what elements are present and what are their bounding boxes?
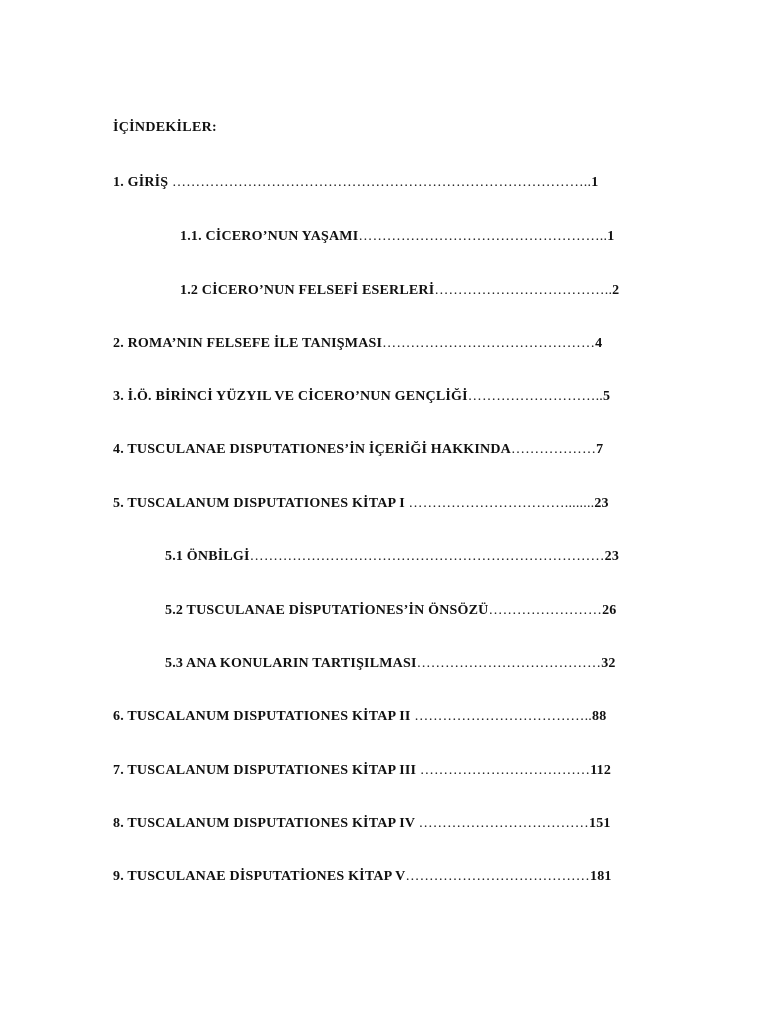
toc-entry [113, 442, 603, 458]
toc-entry-text: 1.2 CİCERO’NUN FELSEFİ ESERLERİ [180, 283, 435, 298]
toc-entry-leader: ……………… [510, 442, 597, 457]
toc-entry-leader: ……………………………… [418, 816, 590, 831]
toc-entry [113, 763, 611, 779]
toc-entry-leader: ……………………………........ [408, 496, 595, 511]
toc-entry [113, 389, 610, 405]
toc-entry [165, 549, 619, 565]
toc-entry-leader: ……………………………….. [434, 283, 613, 298]
toc-entry-text: 5.2 TUSCULANAE DİSPUTATİONES’İN ÖNSÖZÜ [165, 603, 489, 618]
toc-entry-text: 7. TUSCALANUM DISPUTATIONES KİTAP III [113, 763, 420, 778]
toc-entry-page: 26 [602, 603, 617, 618]
toc-entry-page: 1 [591, 175, 599, 190]
toc-entry-page: 4 [595, 336, 603, 351]
toc-entry-leader: …………………………………………….. [358, 229, 608, 244]
toc-entry [113, 336, 602, 352]
toc-entry-text: 5. TUSCALANUM DISPUTATIONES KİTAP I [113, 496, 409, 511]
toc-entry-leader: ………………………………… [416, 656, 602, 671]
toc-entry-text: 5.1 ÖNBİLGİ [165, 549, 250, 564]
toc-entry-leader: ……………………………………… [382, 336, 596, 351]
toc-entry-text: 6. TUSCALANUM DISPUTATIONES KİTAP II [113, 709, 415, 724]
toc-entry-leader: …………………………………………………………………………….. [171, 175, 592, 190]
toc-entry-page: 32 [601, 656, 616, 671]
toc-entry [165, 656, 616, 672]
toc-entry-text: 1. GİRİŞ [113, 175, 172, 190]
toc-entry-text: 1.1. CİCERO’NUN YAŞAMI [180, 229, 359, 244]
toc-entry-text: 5.3 ANA KONULARIN TARTIŞILMASI [165, 656, 417, 671]
toc-entry [113, 816, 611, 832]
toc-entry-page: 23 [604, 549, 620, 564]
toc-entry [180, 229, 614, 245]
toc-entry-page: 181 [590, 869, 612, 884]
toc-entry [113, 869, 612, 885]
toc-entry [113, 709, 606, 725]
toc-entry-page: 2 [612, 283, 620, 298]
toc-entry-page: 1 [607, 229, 615, 244]
toc-entry-page: 5 [603, 389, 611, 404]
toc-entry [113, 175, 598, 191]
toc-entry-text: 4. TUSCULANAE DISPUTATIONES’İN İÇERİĞİ HAKKINDA [113, 442, 511, 457]
toc-entry-page: 151 [589, 816, 611, 831]
toc-entry-text: 9. TUSCULANAE DİSPUTATİONES KİTAP V [113, 869, 406, 884]
toc-entry [180, 283, 619, 299]
toc-entry-text: 2. ROMA’NIN FELSEFE İLE TANIŞMASI [113, 336, 383, 351]
toc-entry-leader: ………………………………… [405, 869, 590, 884]
toc-title: İÇİNDEKİLER: [113, 120, 217, 135]
toc-entry-page: 88 [592, 709, 607, 724]
toc-entry-text: 3. İ.Ö. BİRİNCİ YÜZYIL VE CİCERO’NUN GENÇLİĞİ [113, 389, 468, 404]
toc-entry-leader: ……………………………….. [414, 709, 593, 724]
toc-entry-text: 8. TUSCALANUM DISPUTATIONES KİTAP IV [113, 816, 419, 831]
toc-entry-page: 7 [596, 442, 604, 457]
toc-entry-page: 112 [590, 763, 612, 778]
toc-entry [165, 603, 616, 619]
toc-entry-leader: ……………………….. [467, 389, 603, 404]
toc-entry-leader: ………………………………………………………………… [249, 549, 605, 564]
toc-entry-page: 23 [594, 496, 609, 511]
toc-entry-leader: ……………………………… [419, 763, 591, 778]
toc-entry-leader: …………………… [488, 603, 603, 618]
toc-entry [113, 496, 609, 512]
